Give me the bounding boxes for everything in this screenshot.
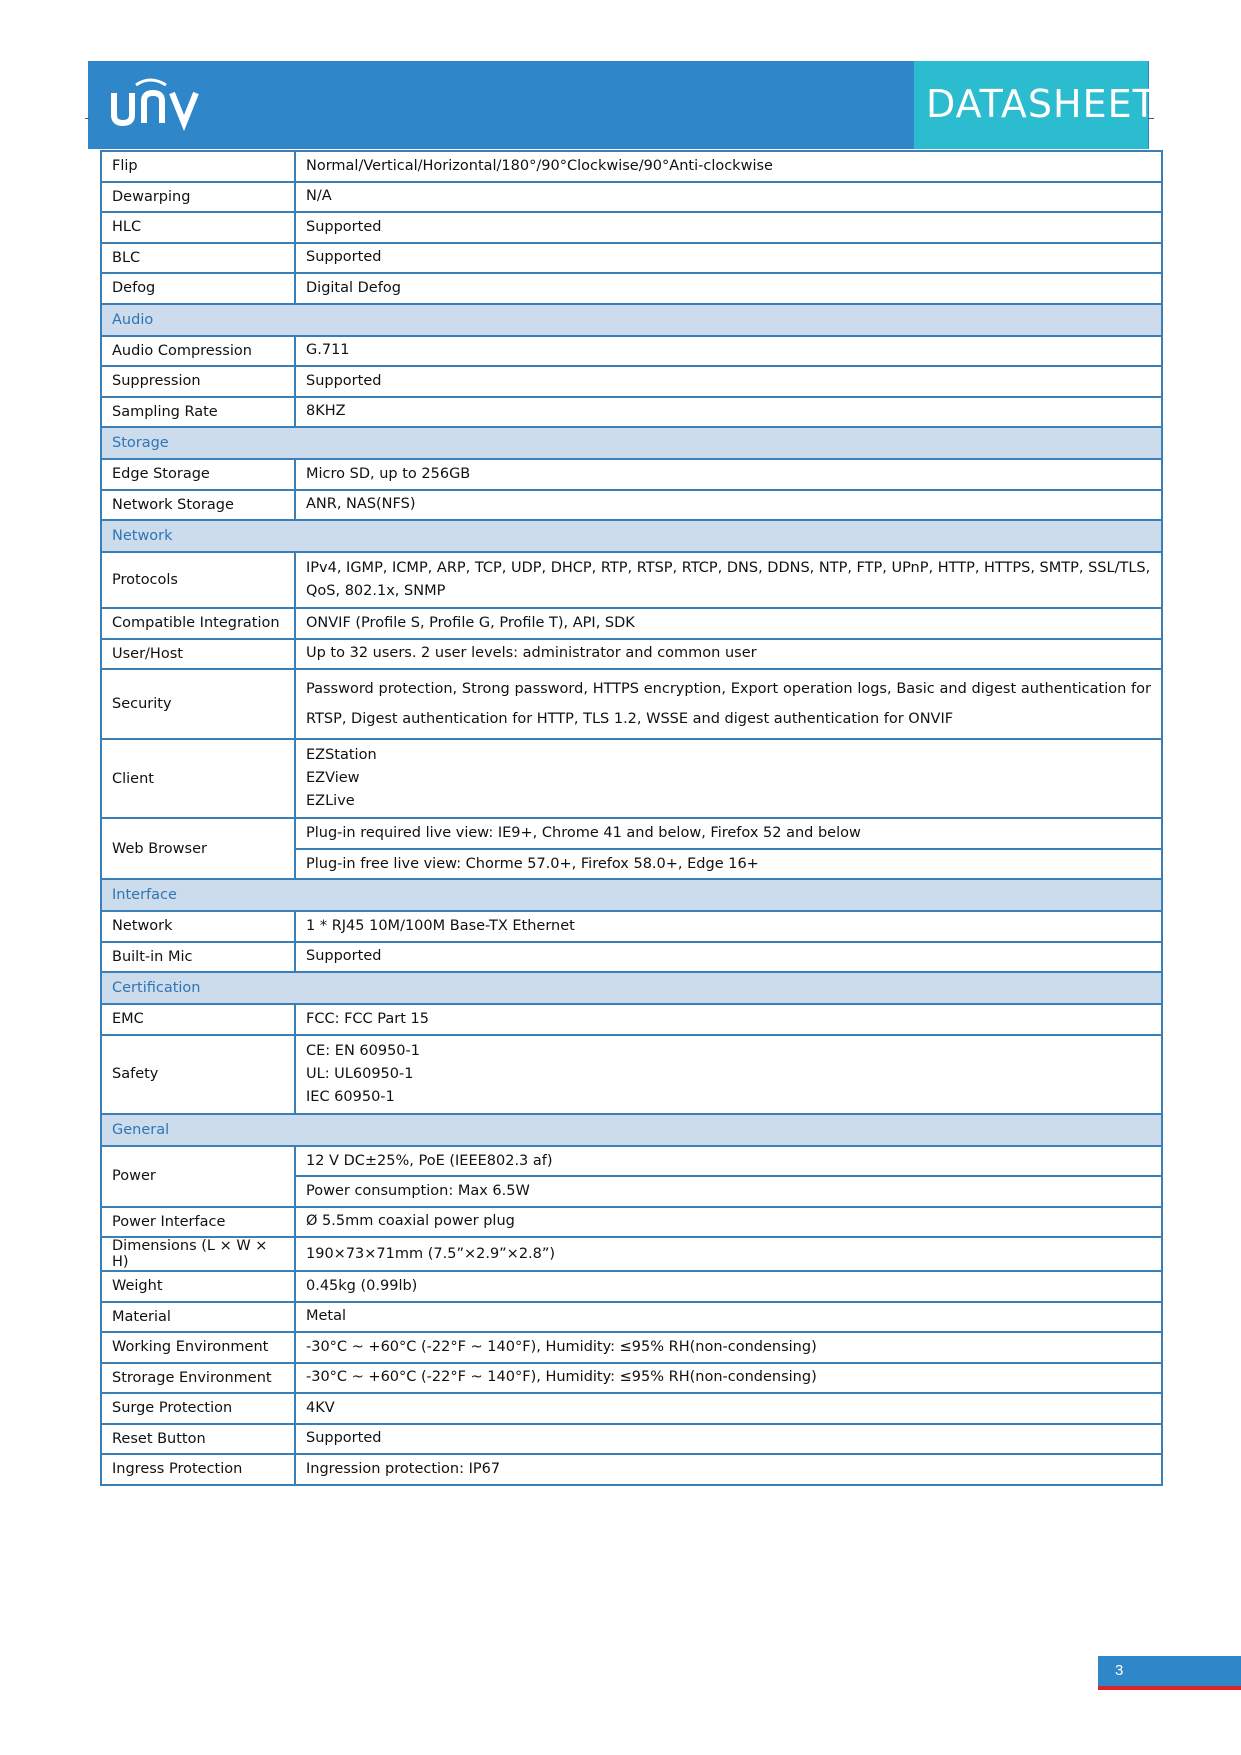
- spec-value-cell: [295, 1424, 1162, 1455]
- spec-value: G.711: [306, 342, 350, 359]
- spec-value: IEC 60950-1: [306, 1088, 395, 1105]
- spec-label: BLC: [101, 243, 295, 274]
- spec-row: [101, 942, 1162, 973]
- spec-value: Power consumption: Max 6.5W: [295, 1176, 1162, 1207]
- spec-label: Suppression: [101, 366, 295, 397]
- spec-row: [101, 182, 1162, 213]
- spec-value: 12 V DC±25%, PoE (IEEE802.3 af): [295, 1146, 1162, 1177]
- spec-value: 8KHZ: [306, 403, 346, 420]
- section-title: Certification: [101, 972, 1162, 1004]
- spec-row: [101, 336, 1162, 367]
- spec-value: -30°C ~ +60°C (-22°F ~ 140°F), Humidity: ≤95% RH(non-condensing): [306, 1369, 817, 1386]
- spec-label: Built-in Mic: [101, 942, 295, 973]
- spec-label: EMC: [101, 1004, 295, 1035]
- spec-value-cell: [295, 1302, 1162, 1333]
- spec-value: Supported: [306, 372, 382, 389]
- spec-label: User/Host: [101, 639, 295, 670]
- spec-label: Working Environment: [101, 1332, 295, 1363]
- spec-value-cell: [295, 273, 1162, 304]
- spec-value-cell: [295, 151, 1162, 182]
- section-title: Storage: [101, 427, 1162, 459]
- spec-row: [101, 552, 1162, 608]
- spec-row: [101, 911, 1162, 942]
- spec-value: 0.45kg (0.99lb): [306, 1277, 418, 1294]
- spec-value: Plug-in free live view: Chorme 57.0+, Firefox 58.0+, Edge 16+: [295, 849, 1162, 880]
- spec-label: Reset Button: [101, 1424, 295, 1455]
- spec-value: ANR, NAS(NFS): [306, 496, 416, 513]
- spec-value-cell: [295, 552, 1162, 608]
- spec-value-cell: [295, 490, 1162, 521]
- spec-row: [101, 490, 1162, 521]
- spec-value-cell: [295, 1393, 1162, 1424]
- spec-row: [101, 151, 1162, 182]
- page-number-box: [1098, 1656, 1241, 1686]
- spec-value-cell: [295, 1035, 1162, 1114]
- datasheet-title: DATASHEET: [926, 82, 1157, 126]
- spec-value: 4KV: [306, 1399, 335, 1416]
- spec-value: Ingression protection: IP67: [306, 1460, 501, 1477]
- section-header: [101, 304, 1162, 336]
- spec-value: Plug-in required live view: IE9+, Chrome 41 and below, Firefox 52 and below: [295, 818, 1162, 849]
- spec-label: Audio Compression: [101, 336, 295, 367]
- spec-label: Dewarping: [101, 182, 295, 213]
- spec-label: Network Storage: [101, 490, 295, 521]
- spec-value: EZLive: [306, 793, 355, 809]
- section-header: [101, 972, 1162, 1004]
- spec-value-cell: [295, 1207, 1162, 1238]
- spec-label: Protocols: [101, 552, 295, 608]
- spec-label: HLC: [101, 212, 295, 243]
- spec-value-cell: [295, 911, 1162, 942]
- spec-row: [101, 1393, 1162, 1424]
- spec-value-cell: [295, 243, 1162, 274]
- spec-row: [101, 818, 1162, 849]
- spec-row: [101, 639, 1162, 670]
- spec-row: [101, 1004, 1162, 1035]
- spec-value-cell: [295, 336, 1162, 367]
- section-header: [101, 879, 1162, 911]
- spec-value: N/A: [306, 188, 332, 205]
- spec-value-cell: [295, 1332, 1162, 1363]
- spec-value-cell: [295, 182, 1162, 213]
- spec-value-cell: [295, 1363, 1162, 1394]
- spec-value-cell: [295, 942, 1162, 973]
- spec-value: Digital Defog: [306, 279, 401, 296]
- spec-value: UL: UL60950-1: [306, 1065, 414, 1082]
- spec-value: CE: EN 60950-1: [306, 1042, 420, 1059]
- spec-row: [101, 1146, 1162, 1177]
- spec-row: [101, 212, 1162, 243]
- spec-value: Metal: [306, 1308, 347, 1325]
- spec-row: [101, 1207, 1162, 1238]
- spec-label: Network: [101, 911, 295, 942]
- spec-row: [101, 1237, 1162, 1271]
- spec-value-cell: [295, 669, 1162, 739]
- section-header: [101, 1114, 1162, 1146]
- spec-value: Supported: [306, 948, 382, 965]
- spec-row: [101, 1302, 1162, 1333]
- spec-value: Supported: [306, 1430, 382, 1447]
- spec-label: Weight: [101, 1271, 295, 1302]
- spec-row: [101, 1454, 1162, 1485]
- spec-row: [101, 1332, 1162, 1363]
- spec-row: [101, 1035, 1162, 1114]
- spec-value-cell: [295, 608, 1162, 639]
- spec-value: 1 * RJ45 10M/100M Base-TX Ethernet: [306, 917, 575, 934]
- spec-value-cell: [295, 1237, 1162, 1271]
- spec-value-cell: [295, 639, 1162, 670]
- page-number-underline: [1098, 1686, 1241, 1690]
- spec-row: [101, 273, 1162, 304]
- spec-value: 190×73×71mm (7.5”×2.9”×2.8”): [306, 1245, 556, 1262]
- spec-label: Security: [101, 669, 295, 739]
- spec-row: [101, 243, 1162, 274]
- spec-label: Safety: [101, 1035, 295, 1114]
- spec-label: Power: [101, 1146, 295, 1207]
- spec-value: Normal/Vertical/Horizontal/180°/90°Clockwise/90°Anti-clockwise: [306, 157, 773, 174]
- spec-value-cell: [295, 459, 1162, 490]
- spec-value: -30°C ~ +60°C (-22°F ~ 140°F), Humidity: ≤95% RH(non-condensing): [306, 1338, 817, 1355]
- section-header: [101, 520, 1162, 552]
- spec-row: [101, 1363, 1162, 1394]
- spec-label: Defog: [101, 273, 295, 304]
- spec-value: Password protection, Strong password, HTTPS encryption, Export operation logs, Basic and digest authentication for RTSP, Digest authentication for HTTP, TLS 1.2, WSSE and digest authentication for ONVIF: [306, 681, 1151, 727]
- spec-value-cell: [295, 1271, 1162, 1302]
- spec-value: Supported: [306, 249, 382, 266]
- spec-value: Supported: [306, 218, 382, 235]
- spec-row: [101, 366, 1162, 397]
- spec-label: Ingress Protection: [101, 1454, 295, 1485]
- header-rule-left: [85, 118, 89, 119]
- spec-value: FCC: FCC Part 15: [306, 1010, 429, 1027]
- spec-row: [101, 608, 1162, 639]
- section-header: [101, 427, 1162, 459]
- spec-label: Web Browser: [101, 818, 295, 879]
- spec-value: Ø 5.5mm coaxial power plug: [306, 1213, 515, 1230]
- spec-value-cell: [295, 1004, 1162, 1035]
- spec-value: Micro SD, up to 256GB: [306, 465, 471, 482]
- spec-value: EZView: [306, 770, 360, 786]
- spec-label: Power Interface: [101, 1207, 295, 1238]
- section-title: Interface: [101, 879, 1162, 911]
- spec-row: [101, 397, 1162, 428]
- spec-row: [101, 669, 1162, 739]
- spec-value: Up to 32 users. 2 user levels: administrator and common user: [306, 645, 757, 662]
- spec-label: Edge Storage: [101, 459, 295, 490]
- spec-label: Sampling Rate: [101, 397, 295, 428]
- spec-value-cell: [295, 739, 1162, 818]
- spec-row: [101, 1271, 1162, 1302]
- spec-label: Flip: [101, 151, 295, 182]
- spec-value-cell: [295, 366, 1162, 397]
- section-title: Network: [101, 520, 1162, 552]
- spec-value: IPv4, IGMP, ICMP, ARP, TCP, UDP, DHCP, RTP, RTSP, RTCP, DNS, DDNS, NTP, FTP, UPnP, HTTP, HTTPS, SMTP, SSL/TLS, QoS, 802.1x, SNMP: [306, 560, 1151, 599]
- spec-table: [100, 150, 1163, 1486]
- spec-row: [101, 1424, 1162, 1455]
- spec-value-cell: [295, 1454, 1162, 1485]
- section-title: Audio: [101, 304, 1162, 336]
- spec-value-cell: [295, 212, 1162, 243]
- spec-label: Surge Protection: [101, 1393, 295, 1424]
- spec-value: ONVIF (Profile S, Profile G, Profile T), API, SDK: [306, 614, 635, 631]
- section-title: General: [101, 1114, 1162, 1146]
- spec-row: [101, 739, 1162, 818]
- spec-label: Dimensions (L × W × H): [101, 1237, 295, 1271]
- spec-label: Compatible Integration: [101, 608, 295, 639]
- spec-value-cell: [295, 397, 1162, 428]
- unv-logo: [108, 71, 218, 131]
- spec-label: Client: [101, 739, 295, 818]
- spec-value: EZStation: [306, 747, 377, 763]
- spec-label: Strorage Environment: [101, 1363, 295, 1394]
- page-number: 3: [1115, 1662, 1124, 1679]
- spec-row: [101, 459, 1162, 490]
- spec-label: Material: [101, 1302, 295, 1333]
